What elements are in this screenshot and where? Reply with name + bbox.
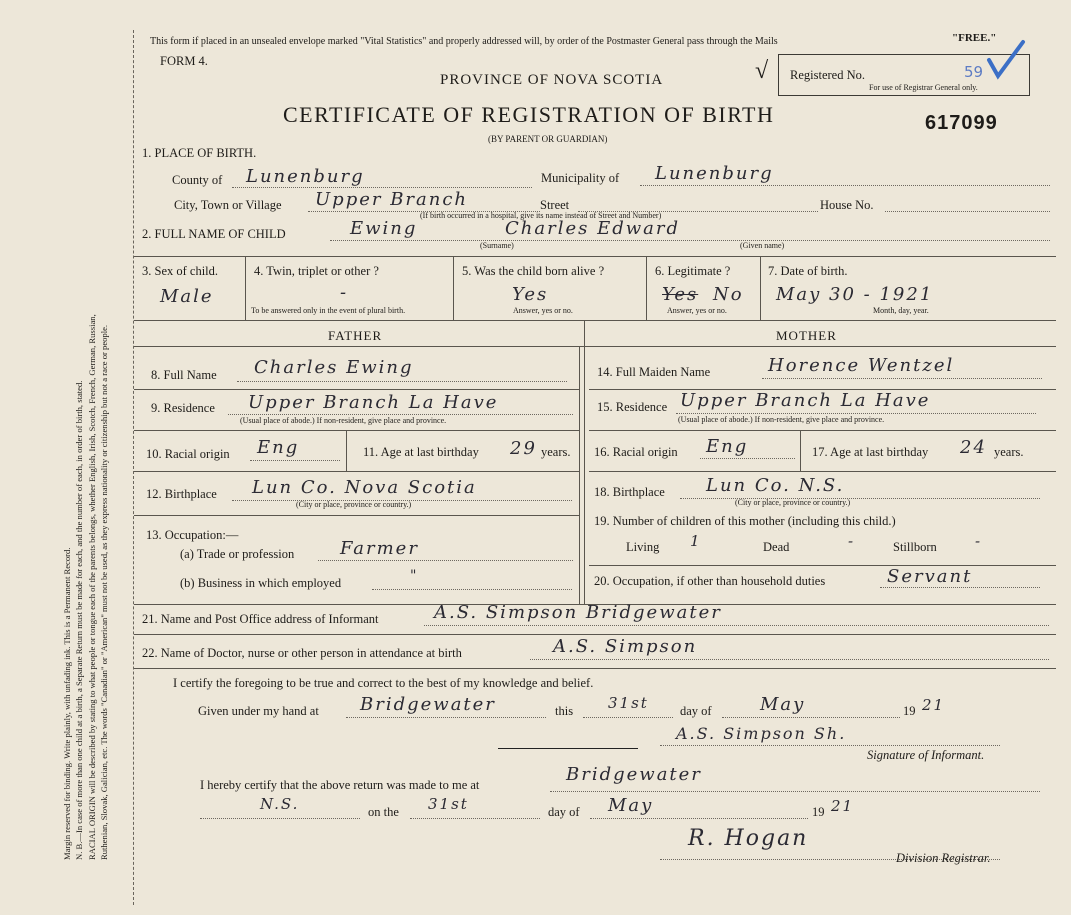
margin-instructions (60, 0, 140, 915)
dead-value: - (848, 532, 856, 550)
this-label: this (555, 704, 574, 718)
certify-month-value: May (760, 694, 806, 715)
father-name-value: Charles Ewing (254, 357, 414, 378)
county-value: Lunenburg (246, 166, 365, 187)
mother-age-value: 24 (960, 437, 987, 458)
street-label: Street (540, 198, 570, 212)
alive-label: 5. Was the child born alive ? (462, 264, 605, 278)
mother-birthplace-note: (City or place, province or country.) (735, 498, 851, 507)
registrar-place-value: Bridgewater (566, 764, 702, 785)
municipality-value: Lunenburg (655, 163, 774, 184)
mother-race-value: Eng (706, 436, 749, 457)
informant-label: 21. Name and Post Office address of Informant (142, 612, 379, 626)
certify-place-value: Bridgewater (360, 694, 496, 715)
mother-residence-value: Upper Branch La Have (680, 390, 931, 411)
mother-birthplace-value: Lun Co. N.S. (706, 475, 845, 496)
mail-notice-free: "FREE." (952, 32, 997, 44)
twin-label: 4. Twin, triplet or other ? (254, 264, 379, 278)
living-label: Living (626, 540, 660, 554)
registrar-note: For use of Registrar General only. (869, 83, 978, 92)
legit-note: Answer, yes or no. (667, 306, 727, 315)
date-label: 7. Date of birth. (768, 264, 848, 278)
stamp-number: 617099 (925, 112, 998, 134)
father-trade-label: (a) Trade or profession (180, 547, 295, 561)
city-label: City, Town or Village (174, 198, 282, 212)
registrar-signature-value: R. Hogan (688, 826, 809, 851)
twin-value: - (340, 282, 349, 303)
mother-age-unit: years. (994, 445, 1024, 459)
doctor-value: A.S. Simpson (553, 636, 698, 657)
province-heading: PROVINCE OF NOVA SCOTIA (440, 72, 664, 88)
mother-race-label: 16. Racial origin (594, 445, 678, 459)
binding-line (133, 30, 134, 905)
child-name-label: 2. FULL NAME OF CHILD (142, 227, 286, 241)
margin-line-4: Ruthenian, Slovak, Galician, etc. The words "Canadian" or "American" must not be used, as they express nationality or citizenship but not a race or people. (99, 324, 109, 860)
mother-residence-label: 15. Residence (597, 400, 668, 414)
certify-year-value: 21 (922, 696, 946, 714)
surname-note: (Surname) (480, 241, 514, 250)
father-age-value: 29 (510, 438, 537, 459)
sex-value: Male (160, 286, 214, 307)
father-race-label: 10. Racial origin (146, 447, 230, 461)
registrar-statement: I hereby certify that the above return was made to me at (200, 778, 480, 792)
living-value: 1 (690, 532, 702, 550)
mail-notice: This form if placed in an unsealed envelope marked "Vital Statistics" and properly addressed will, by order of the Postmaster General pass through the Mails (150, 36, 778, 47)
father-heading: FATHER (328, 328, 383, 343)
father-age-label: 11. Age at last birthday (363, 445, 479, 459)
father-race-value: Eng (257, 437, 300, 458)
mother-occupation-label: 20. Occupation, if other than household duties (594, 574, 826, 588)
certify-day-value: 31st (608, 694, 649, 712)
mother-name-value: Horence Wentzel (768, 355, 955, 376)
father-occupation-label: 13. Occupation:— (146, 528, 239, 542)
municipality-label: Municipality of (541, 171, 620, 185)
mother-name-label: 14. Full Maiden Name (597, 365, 711, 379)
registrar-year-value: 21 (831, 797, 855, 815)
father-name-label: 8. Full Name (151, 368, 217, 382)
certificate-title: CERTIFICATE OF REGISTRATION OF BIRTH (283, 102, 775, 127)
given-label: Given under my hand at (198, 704, 319, 718)
mother-heading: MOTHER (776, 328, 837, 343)
registrar-year-prefix: 19 (812, 805, 825, 819)
mother-age-label: 17. Age at last birthday (812, 445, 929, 459)
child-surname-value: Ewing (350, 218, 418, 239)
place-section-label: 1. PLACE OF BIRTH. (142, 146, 257, 160)
registrar-month-value: May (608, 795, 654, 816)
certificate-subtitle: (BY PARENT OR GUARDIAN) (488, 134, 608, 144)
father-trade-value: Farmer (340, 538, 419, 559)
form-number: FORM 4. (160, 54, 208, 68)
blue-check-icon (985, 38, 1030, 83)
informant-value: A.S. Simpson Bridgewater (434, 602, 722, 623)
alive-value: Yes (512, 284, 549, 305)
margin-line-1: Margin reserved for binding. Write plainly, with unfading ink. This is a Permanent Record. (62, 547, 72, 860)
date-value: May 30 - 1921 (776, 284, 934, 305)
dead-label: Dead (763, 540, 790, 554)
mother-birthplace-label: 18. Birthplace (594, 485, 665, 499)
registered-label: Registered No. (790, 68, 865, 82)
child-given-value: Charles Edward (505, 218, 680, 239)
doctor-label: 22. Name of Doctor, nurse or other person in attendance at birth (142, 646, 462, 660)
registrar-dayof-label: day of (548, 805, 580, 819)
margin-line-2: N. B.—In case of more than one child at a birth, a Separate Return must be made for each, and the number of each, in order of birth, stated. (74, 380, 84, 860)
mother-residence-note: (Usual place of abode.) If non-resident, give place and province. (678, 415, 885, 424)
father-age-unit: years. (541, 445, 571, 459)
father-birthplace-label: 12. Birthplace (146, 487, 217, 501)
given-note: (Given name) (740, 241, 785, 250)
margin-line-3: RACIAL ORIGIN will be described by stating to what people or tongue each of the parents belongs, whether English, Irish, Scotch, French, German, Russian, (87, 314, 97, 860)
alive-note: Answer, yes or no. (513, 306, 573, 315)
informant-signature-label: Signature of Informant. (867, 748, 985, 762)
certify-statement: I certify the foregoing to be true and correct to the best of my knowledge and belief. (173, 676, 594, 690)
father-birthplace-value: Lun Co. Nova Scotia (252, 477, 477, 498)
father-birthplace-note: (City or place, province or country.) (296, 500, 412, 509)
hospital-note: (If birth occurred in a hospital, give its name instead of Street and Number) (420, 211, 662, 220)
children-label: 19. Number of children of this mother (including this child.) (594, 514, 896, 528)
city-value: Upper Branch (315, 189, 469, 210)
date-note: Month, day, year. (873, 306, 929, 315)
father-business-label: (b) Business in which employed (180, 576, 342, 590)
father-business-value: " (410, 568, 419, 584)
certify-year-prefix: 19 (903, 704, 916, 718)
father-residence-note: (Usual place of abode.) If non-resident, give place and province. (240, 416, 447, 425)
legit-struck-value: Yes (662, 284, 699, 305)
check-mark: √ (755, 58, 769, 84)
legit-label: 6. Legitimate ? (655, 264, 731, 278)
registrar-signature-label: Division Registrar. (896, 851, 991, 865)
registrar-province-value: N.S. (260, 795, 300, 813)
registered-value: 59 (964, 63, 984, 81)
stillborn-value: - (975, 532, 983, 550)
on-label: on the (368, 805, 399, 819)
stillborn-label: Stillborn (893, 540, 937, 554)
house-label: House No. (820, 198, 874, 212)
legit-value: No (713, 284, 744, 305)
father-residence-label: 9. Residence (151, 401, 215, 415)
mother-occupation-value: Servant (887, 566, 973, 587)
county-label: County of (172, 173, 223, 187)
registrar-day-value: 31st (428, 795, 469, 813)
sex-label: 3. Sex of child. (142, 264, 219, 278)
father-residence-value: Upper Branch La Have (248, 392, 499, 413)
dayof-label: day of (680, 704, 712, 718)
twin-note: To be answered only in the event of plural birth. (251, 306, 406, 315)
informant-signature-value: A.S. Simpson Sh. (676, 724, 847, 743)
